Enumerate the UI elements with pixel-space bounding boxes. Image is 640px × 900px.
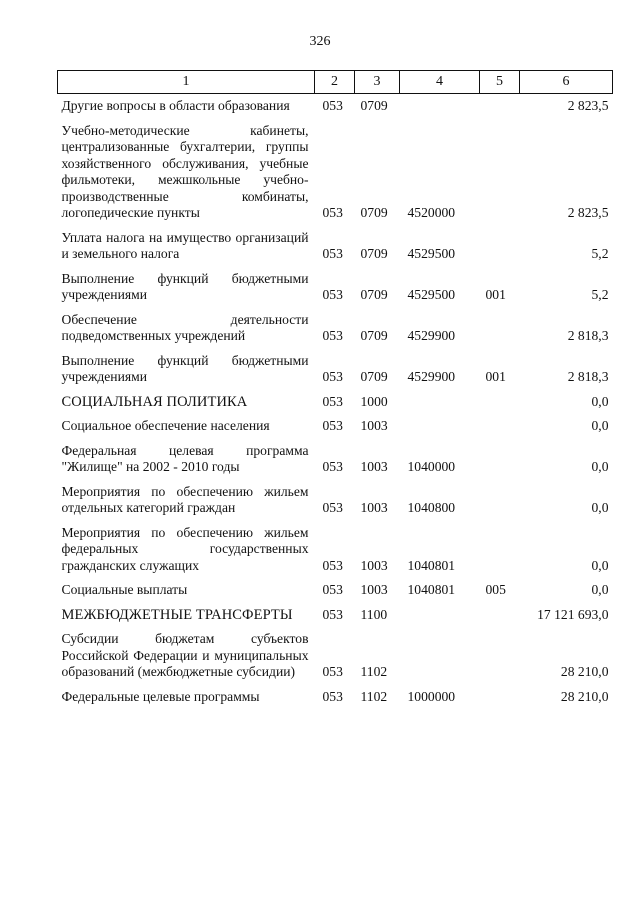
row-code-4 [400,94,480,119]
row-code-2: 053 [322,688,343,704]
table-row [58,119,613,226]
row-code-5 [480,627,520,685]
row-code-4: 4529900 [407,369,456,384]
row-amount: 0,0 [591,500,609,515]
row-code-4 [400,390,480,415]
row-code-5 [480,308,520,349]
row-code-2: 053 [322,500,343,515]
table-body [58,94,613,710]
row-code-5 [480,414,520,439]
row-code-2: 053 [322,98,343,113]
row-name: Социальное обеспечение населения [61,418,270,433]
header-col-3: 3 [355,71,400,94]
row-code-4 [400,414,480,439]
row-code-4: 1040800 [407,500,456,515]
row-code-3: 0709 [360,287,388,302]
row-amount: 2 823,5 [567,98,609,113]
row-code-5 [480,480,520,521]
row-code-3: 0709 [360,98,388,113]
row-code-5 [480,439,520,480]
row-name: Обеспечение деятельности подведомственных учреждений [61,311,309,343]
row-name: Федеральные целевые программы [61,688,260,704]
row-code-5: 005 [485,582,506,597]
row-code-4: 4529500 [407,246,456,261]
row-amount: 5,2 [591,287,609,302]
row-code-4: 1000000 [407,688,456,704]
header-col-2: 2 [315,71,355,94]
row-name: Мероприятия по обеспечению жильем отдельных категорий граждан [61,483,309,515]
row-code-3: 0709 [360,328,388,343]
row-amount: 28 210,0 [560,664,609,679]
row-code-4: 4520000 [407,205,456,220]
row-amount: 2 823,5 [567,205,609,220]
row-code-4: 1040801 [407,582,456,597]
row-name: Выполнение функций бюджетными учреждениями [61,270,309,302]
row-code-5 [480,94,520,119]
table-row [58,439,613,480]
row-code-3: 1003 [360,557,388,573]
row-code-3: 1003 [360,582,388,597]
row-code-4: 4529900 [407,328,456,343]
row-code-2: 053 [322,246,343,261]
page-number: 326 [309,34,331,49]
header-col-4: 4 [400,71,480,94]
table-row [58,627,613,685]
row-code-4 [400,603,480,628]
table-row [58,94,613,119]
table-row [58,390,613,415]
header-row [58,71,613,94]
row-code-2: 053 [322,369,343,384]
row-code-2: 053 [322,287,343,302]
row-code-2: 053 [322,557,343,573]
row-code-3: 0709 [360,205,388,220]
table-row [58,226,613,267]
row-name: СОЦИАЛЬНАЯ ПОЛИТИКА [61,393,248,410]
row-code-2: 053 [322,328,343,343]
row-code-4: 1040000 [407,459,456,474]
row-code-3: 1100 [360,606,388,622]
row-name: Социальные выплаты [61,582,188,597]
row-name: Федеральная целевая программа "Жилище" на 2002 - 2010 годы [61,442,309,474]
row-amount: 2 818,3 [567,369,609,384]
budget-table [57,70,613,709]
row-code-5: 001 [485,369,506,384]
row-code-5 [480,603,520,628]
table-row [58,414,613,439]
table-row [58,308,613,349]
row-amount: 0,0 [591,393,609,409]
row-amount: 0,0 [591,557,609,573]
table-row [58,480,613,521]
header-col-1: 1 [58,71,315,94]
row-code-5 [480,521,520,579]
row-code-3: 0709 [360,246,388,261]
table-row [58,521,613,579]
row-name: Уплата налога на имущество организаций и земельного налога [61,229,309,261]
row-code-5 [480,685,520,710]
row-code-3: 0709 [360,369,388,384]
table-row [58,578,613,603]
row-amount: 0,0 [591,418,609,433]
table-row [58,267,613,308]
table-row [58,685,613,710]
row-amount: 2 818,3 [567,328,609,343]
row-code-4: 4529500 [407,287,456,302]
row-code-5: 001 [485,287,506,302]
row-code-2: 053 [322,582,343,597]
row-amount: 17 121 693,0 [537,606,609,622]
row-code-2: 053 [322,606,343,622]
row-name: МЕЖБЮДЖЕТНЫЕ ТРАНСФЕРТЫ [61,606,293,623]
table-row [58,349,613,390]
row-name: Учебно-методические кабинеты, централизованные бухгалтерии, группы хозяйственного обслуживания, учебные фильмотеки, межшкольные учебно-производственные комбинаты, логопедические пункты [61,122,309,220]
row-code-5 [480,390,520,415]
row-code-2: 053 [322,664,343,679]
row-code-3: 1003 [360,418,388,433]
row-code-3: 1003 [360,500,388,515]
row-code-2: 053 [322,459,343,474]
row-code-2: 053 [322,205,343,220]
row-code-3: 1102 [360,688,388,704]
header-col-5: 5 [480,71,520,94]
row-amount: 0,0 [591,459,609,474]
row-name: Субсидии бюджетам субъектов Российской Федерации и муниципальных образований (межбюджетные субсидии) [61,631,309,679]
row-code-3: 1003 [360,459,388,474]
row-amount: 28 210,0 [560,688,609,704]
row-code-5 [480,226,520,267]
row-code-5 [480,119,520,226]
row-name: Выполнение функций бюджетными учреждениями [61,352,309,384]
row-amount: 0,0 [591,582,609,597]
row-code-2: 053 [322,393,343,409]
row-code-3: 1000 [360,393,388,409]
row-code-4: 1040801 [407,557,456,573]
row-name: Другие вопросы в области образования [61,98,290,113]
row-code-4 [400,627,480,685]
header-col-6: 6 [520,71,613,94]
row-code-3: 1102 [360,664,388,679]
row-code-2: 053 [322,418,343,433]
row-amount: 5,2 [591,246,609,261]
row-name: Мероприятия по обеспечению жильем федеральных государственных гражданских служащих [61,524,309,573]
table-row [58,603,613,628]
